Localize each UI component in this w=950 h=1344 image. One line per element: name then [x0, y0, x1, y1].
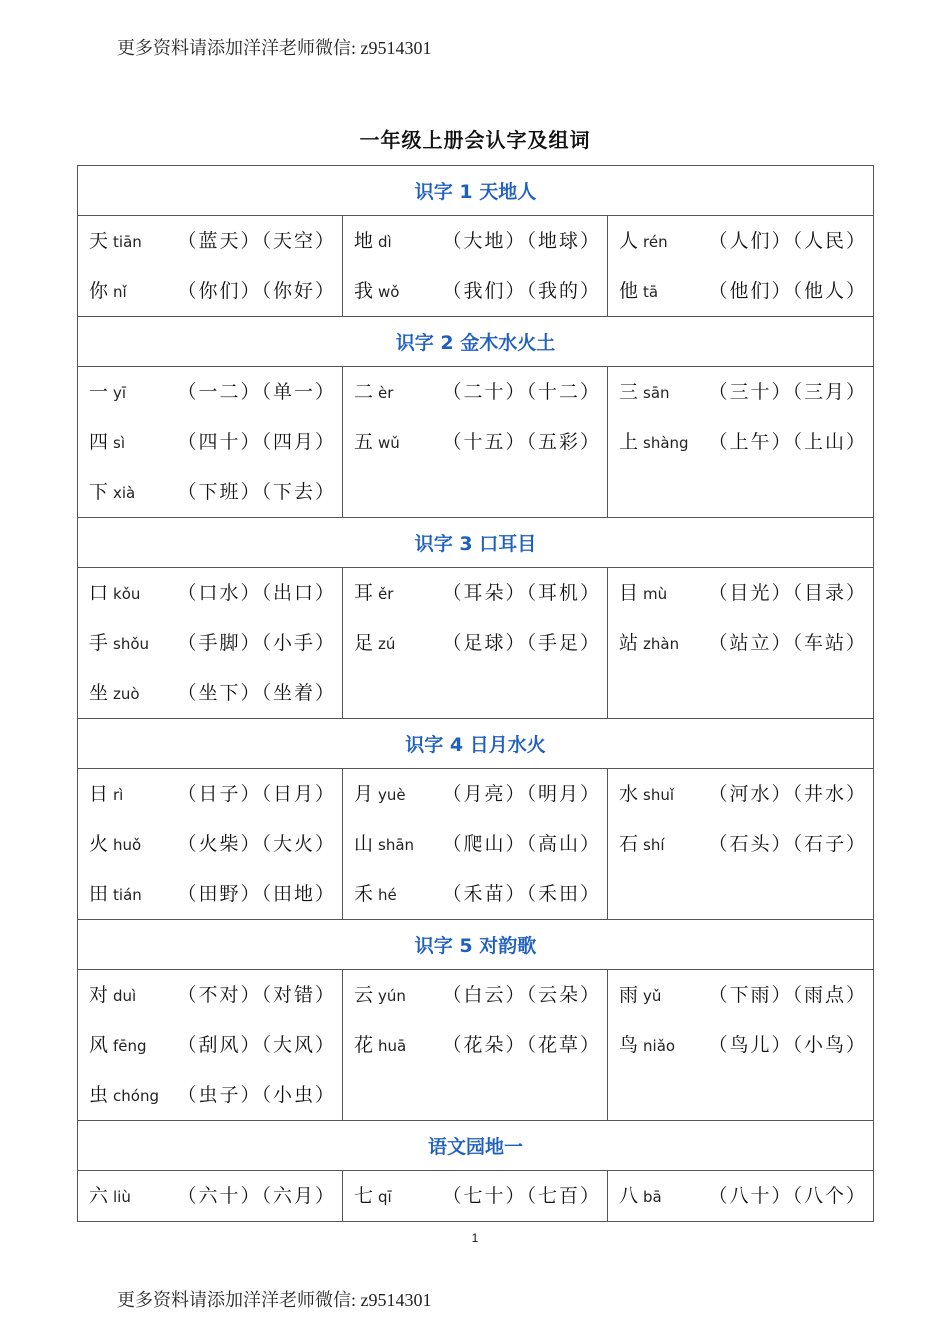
vocab-entry	[343, 618, 607, 668]
word-examples: （石头）（石子）	[708, 833, 868, 855]
word-examples: （二十）（十二）	[442, 381, 601, 403]
vocab-entry	[608, 819, 873, 869]
watermark-top: 更多资料请添加洋洋老师微信: z9514301	[117, 38, 432, 58]
character: 雨	[619, 984, 639, 1006]
vocab-entry	[78, 618, 342, 668]
pinyin: hé	[378, 886, 397, 904]
pinyin: xià	[113, 484, 136, 502]
section-body-row	[78, 970, 874, 1121]
vocab-entry	[343, 417, 607, 467]
pinyin: yī	[113, 384, 127, 402]
character: 云	[354, 984, 374, 1006]
word-examples: （七十）（七百）	[442, 1185, 601, 1207]
word-examples: （大地）（地球）	[442, 230, 601, 252]
character: 人	[619, 230, 639, 252]
entries-cell	[78, 367, 343, 518]
vocab-entry	[78, 869, 342, 919]
pinyin: tā	[643, 283, 659, 301]
vocab-entry	[608, 970, 873, 1020]
vocab-entry	[608, 568, 873, 618]
vocabulary-table	[77, 165, 874, 1222]
vocab-entry	[343, 568, 607, 618]
entries-cell	[78, 769, 343, 920]
pinyin: niǎo	[643, 1037, 676, 1055]
word-examples: （河水）（井水）	[708, 783, 868, 805]
vocab-entry	[343, 869, 607, 919]
vocab-entry	[78, 367, 342, 417]
word-examples: （火柴）（大火）	[177, 833, 336, 855]
pinyin: sān	[643, 384, 670, 402]
character: 虫	[89, 1084, 109, 1106]
pinyin: rì	[113, 786, 124, 804]
word-examples: （田野）（田地）	[177, 883, 336, 905]
page-number: 1	[471, 1231, 479, 1245]
character: 二	[354, 381, 374, 403]
pinyin: mù	[643, 585, 668, 603]
character: 鸟	[619, 1034, 639, 1056]
entries-cell	[608, 216, 874, 317]
vocab-entry	[343, 266, 607, 316]
section-body-row	[78, 1171, 874, 1222]
pinyin: wǔ	[378, 434, 400, 452]
word-examples: （口水）（出口）	[177, 582, 336, 604]
word-examples: （不对）（对错）	[177, 984, 336, 1006]
vocab-entry	[343, 1020, 607, 1070]
vocab-entry	[343, 819, 607, 869]
word-examples: （人们）（人民）	[708, 230, 868, 252]
word-examples: （下雨）（雨点）	[708, 984, 868, 1006]
character: 禾	[354, 883, 374, 905]
character: 坐	[89, 682, 109, 704]
vocab-entry	[78, 819, 342, 869]
pinyin: sì	[113, 434, 125, 452]
word-examples: （我们）（我的）	[442, 280, 601, 302]
character: 耳	[354, 582, 374, 604]
pinyin: duì	[113, 987, 137, 1005]
pinyin: liù	[113, 1188, 131, 1206]
character: 一	[89, 381, 109, 403]
pinyin: chóng	[113, 1087, 159, 1105]
character: 上	[619, 431, 639, 453]
vocab-entry	[78, 1171, 342, 1221]
entries-cell	[343, 568, 608, 719]
word-examples: （日子）（日月）	[177, 783, 336, 805]
entries-cell	[78, 970, 343, 1121]
pinyin: fēng	[113, 1037, 147, 1055]
character: 你	[89, 280, 109, 302]
word-examples: （花朵）（花草）	[442, 1034, 601, 1056]
character: 四	[89, 431, 109, 453]
section-heading: 语文园地一	[78, 1121, 874, 1171]
section-heading: 识字 1 天地人	[78, 166, 874, 216]
character: 六	[89, 1185, 109, 1207]
character: 风	[89, 1034, 109, 1056]
entries-cell	[343, 216, 608, 317]
entries-cell	[343, 970, 608, 1121]
entries-cell	[608, 970, 874, 1121]
word-examples: （足球）（手足）	[442, 632, 601, 654]
character: 田	[89, 883, 109, 905]
vocab-entry	[78, 1020, 342, 1070]
section-body-row	[78, 367, 874, 518]
pinyin: rén	[643, 233, 668, 251]
pinyin: shǒu	[113, 635, 150, 653]
character: 七	[354, 1185, 374, 1207]
pinyin: qī	[378, 1188, 392, 1206]
pinyin: zuò	[113, 685, 140, 703]
word-examples: （蓝天）（天空）	[177, 230, 336, 252]
character: 月	[354, 783, 374, 805]
word-examples: （四十）（四月）	[177, 431, 336, 453]
character: 水	[619, 783, 639, 805]
word-examples: （你们）（你好）	[177, 280, 336, 302]
character: 下	[89, 481, 109, 503]
vocab-entry	[343, 216, 607, 266]
vocab-entry	[343, 769, 607, 819]
character: 日	[89, 783, 109, 805]
vocab-entry	[608, 1171, 873, 1221]
vocab-entry	[608, 266, 873, 316]
entries-cell	[343, 1171, 608, 1222]
entries-cell	[608, 568, 874, 719]
pinyin: shuǐ	[643, 786, 675, 804]
character: 三	[619, 381, 639, 403]
character: 手	[89, 632, 109, 654]
watermark-bottom: 更多资料请添加洋洋老师微信: z9514301	[117, 1290, 432, 1310]
vocab-entry	[608, 618, 873, 668]
word-examples: （虫子）（小虫）	[177, 1084, 336, 1106]
pinyin: shān	[378, 836, 415, 854]
word-examples: （白云）（云朵）	[442, 984, 601, 1006]
word-examples: （月亮）（明月）	[442, 783, 601, 805]
character: 地	[354, 230, 374, 252]
word-examples: （耳朵）（耳机）	[442, 582, 601, 604]
vocab-entry	[608, 1020, 873, 1070]
section-header-row	[78, 317, 874, 367]
character: 目	[619, 582, 639, 604]
section-header-row	[78, 1121, 874, 1171]
pinyin: yún	[378, 987, 406, 1005]
vocab-entry	[608, 367, 873, 417]
vocab-entry	[78, 668, 342, 718]
pinyin: zhàn	[643, 635, 680, 653]
vocab-entry	[78, 417, 342, 467]
word-examples: （三十）（三月）	[708, 381, 868, 403]
character: 站	[619, 632, 639, 654]
pinyin: bā	[643, 1188, 662, 1206]
vocab-entry	[78, 467, 342, 517]
section-heading: 识字 2 金木水火土	[78, 317, 874, 367]
word-examples: （他们）（他人）	[708, 280, 868, 302]
vocab-entry	[78, 970, 342, 1020]
character: 火	[89, 833, 109, 855]
character: 八	[619, 1185, 639, 1207]
vocab-entry	[78, 769, 342, 819]
entries-cell	[78, 216, 343, 317]
pinyin: kǒu	[113, 585, 141, 603]
pinyin: tiān	[113, 233, 142, 251]
character: 对	[89, 984, 109, 1006]
word-examples: （一二）（单一）	[177, 381, 336, 403]
entries-cell	[608, 769, 874, 920]
word-examples: （下班）（下去）	[177, 481, 336, 503]
pinyin: tián	[113, 886, 142, 904]
character: 花	[354, 1034, 374, 1056]
vocab-entry	[78, 568, 342, 618]
pinyin: yǔ	[643, 987, 662, 1005]
vocab-entry	[608, 769, 873, 819]
vocab-entry	[343, 367, 607, 417]
word-examples: （目光）（目录）	[708, 582, 868, 604]
character: 口	[89, 582, 109, 604]
entries-cell	[608, 1171, 874, 1222]
section-body-row	[78, 568, 874, 719]
word-examples: （鸟儿）（小鸟）	[708, 1034, 868, 1056]
word-examples: （坐下）（坐着）	[177, 682, 336, 704]
section-heading: 识字 5 对韵歌	[78, 920, 874, 970]
character: 足	[354, 632, 374, 654]
character: 五	[354, 431, 374, 453]
pinyin: huā	[378, 1037, 407, 1055]
character: 天	[89, 230, 109, 252]
word-examples: （手脚）（小手）	[177, 632, 336, 654]
pinyin: wǒ	[378, 283, 400, 301]
word-examples: （六十）（六月）	[177, 1185, 336, 1207]
vocab-entry	[608, 216, 873, 266]
page-title: 一年级上册会认字及组词	[359, 128, 591, 152]
section-heading: 识字 3 口耳目	[78, 518, 874, 568]
pinyin: dì	[378, 233, 392, 251]
pinyin: huǒ	[113, 836, 142, 854]
character: 他	[619, 280, 639, 302]
character: 石	[619, 833, 639, 855]
vocab-entry	[343, 1171, 607, 1221]
section-header-row	[78, 166, 874, 216]
vocab-entry	[78, 1070, 342, 1120]
pinyin: ěr	[378, 585, 394, 603]
section-body-row	[78, 769, 874, 920]
word-examples: （站立）（车站）	[708, 632, 868, 654]
entries-cell	[343, 367, 608, 518]
pinyin: zú	[378, 635, 396, 653]
section-header-row	[78, 920, 874, 970]
word-examples: （刮风）（大风）	[177, 1034, 336, 1056]
pinyin: shí	[643, 836, 665, 854]
word-examples: （禾苗）（禾田）	[442, 883, 601, 905]
entries-cell	[608, 367, 874, 518]
vocab-entry	[343, 970, 607, 1020]
word-examples: （上午）（上山）	[708, 431, 868, 453]
pinyin: èr	[378, 384, 394, 402]
word-examples: （八十）（八个）	[708, 1185, 868, 1207]
word-examples: （爬山）（高山）	[442, 833, 601, 855]
pinyin: nǐ	[113, 283, 127, 301]
section-header-row	[78, 518, 874, 568]
word-examples: （十五）（五彩）	[442, 431, 601, 453]
entries-cell	[78, 1171, 343, 1222]
entries-cell	[343, 769, 608, 920]
pinyin: shàng	[643, 434, 689, 452]
section-heading: 识字 4 日月水火	[78, 719, 874, 769]
character: 山	[354, 833, 374, 855]
pinyin: yuè	[378, 786, 406, 804]
entries-cell	[78, 568, 343, 719]
section-header-row	[78, 719, 874, 769]
character: 我	[354, 280, 374, 302]
vocab-entry	[78, 216, 342, 266]
vocab-entry	[78, 266, 342, 316]
vocab-entry	[608, 417, 873, 467]
section-body-row	[78, 216, 874, 317]
